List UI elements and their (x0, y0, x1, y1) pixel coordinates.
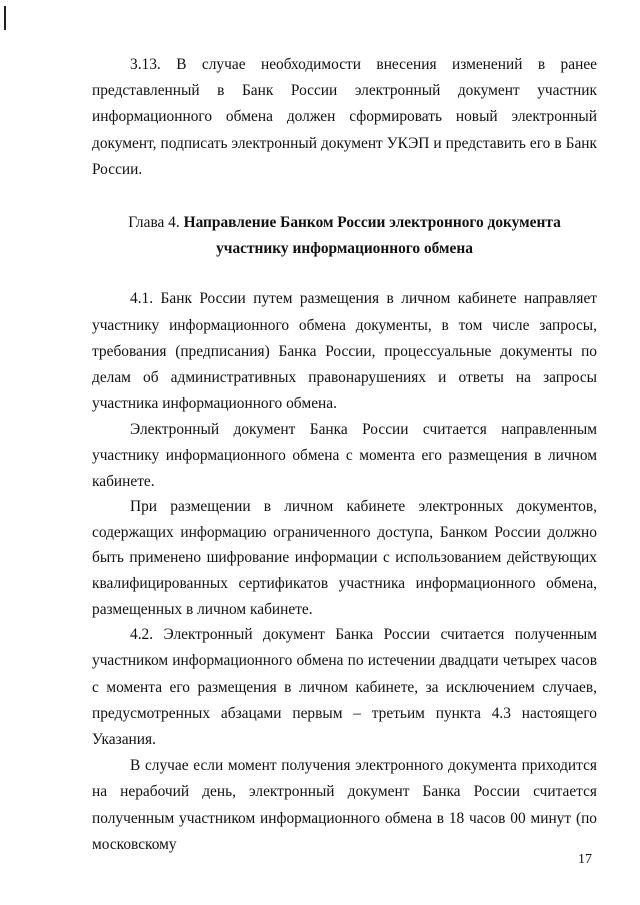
chapter-title: Направление Банком России электронного документа участнику информационного обмена (183, 214, 561, 258)
paragraph-4-2: 4.2. Электронный документ Банка России считается полученным участником информационного обмена по истечении двадцати четырех часов с момента его размещения в личном кабинете, за исключением случаев, предусмотренных абзацами первым – третьим пункта 4.3 настоящего Указания. (92, 626, 597, 748)
paragraph-4-1-third: При размещении в личном кабинете электронных документов, содержащих информацию ограниченного доступа, Банком России должно быть применено шифрование информации с использованием действующих квалифицированных сертификатов участника информационного обмена, размещенных в личном кабинете. (92, 498, 597, 618)
paragraph-4-2-second: В случае если момент получения электронного документа приходится на нерабочий день, электронный документ Банка России считается полученным участником информационного обмена в 18 часов 00 минут (по московскому (92, 757, 597, 853)
scan-edge-mark (4, 6, 6, 30)
paragraph-4-1: 4.1. Банк России путем размещения в личном кабинете направляет участнику информационного обмена документы, в том числе запросы, требования (предписания) Банка России, процессуальные документы по делам об административных правонарушениях и ответы на запросы участника информационного обмена. (92, 290, 597, 413)
chapter-number: Глава 4. (128, 214, 180, 232)
paragraph-4-1-second: Электронный документ Банка России считается направленным участнику информационного обмена с момента его размещения в личном кабинете. (92, 421, 597, 490)
chapter-heading (92, 210, 597, 262)
page-number: 17 (578, 852, 592, 867)
document-page (92, 52, 597, 858)
paragraph-3-13: 3.13. В случае необходимости внесения изменений в ранее представленный в Банк России электронный документ участник информационного обмена должен сформировать новый электронный документ, подписать электронный документ УКЭП и представить его в Банк России. (92, 56, 597, 178)
